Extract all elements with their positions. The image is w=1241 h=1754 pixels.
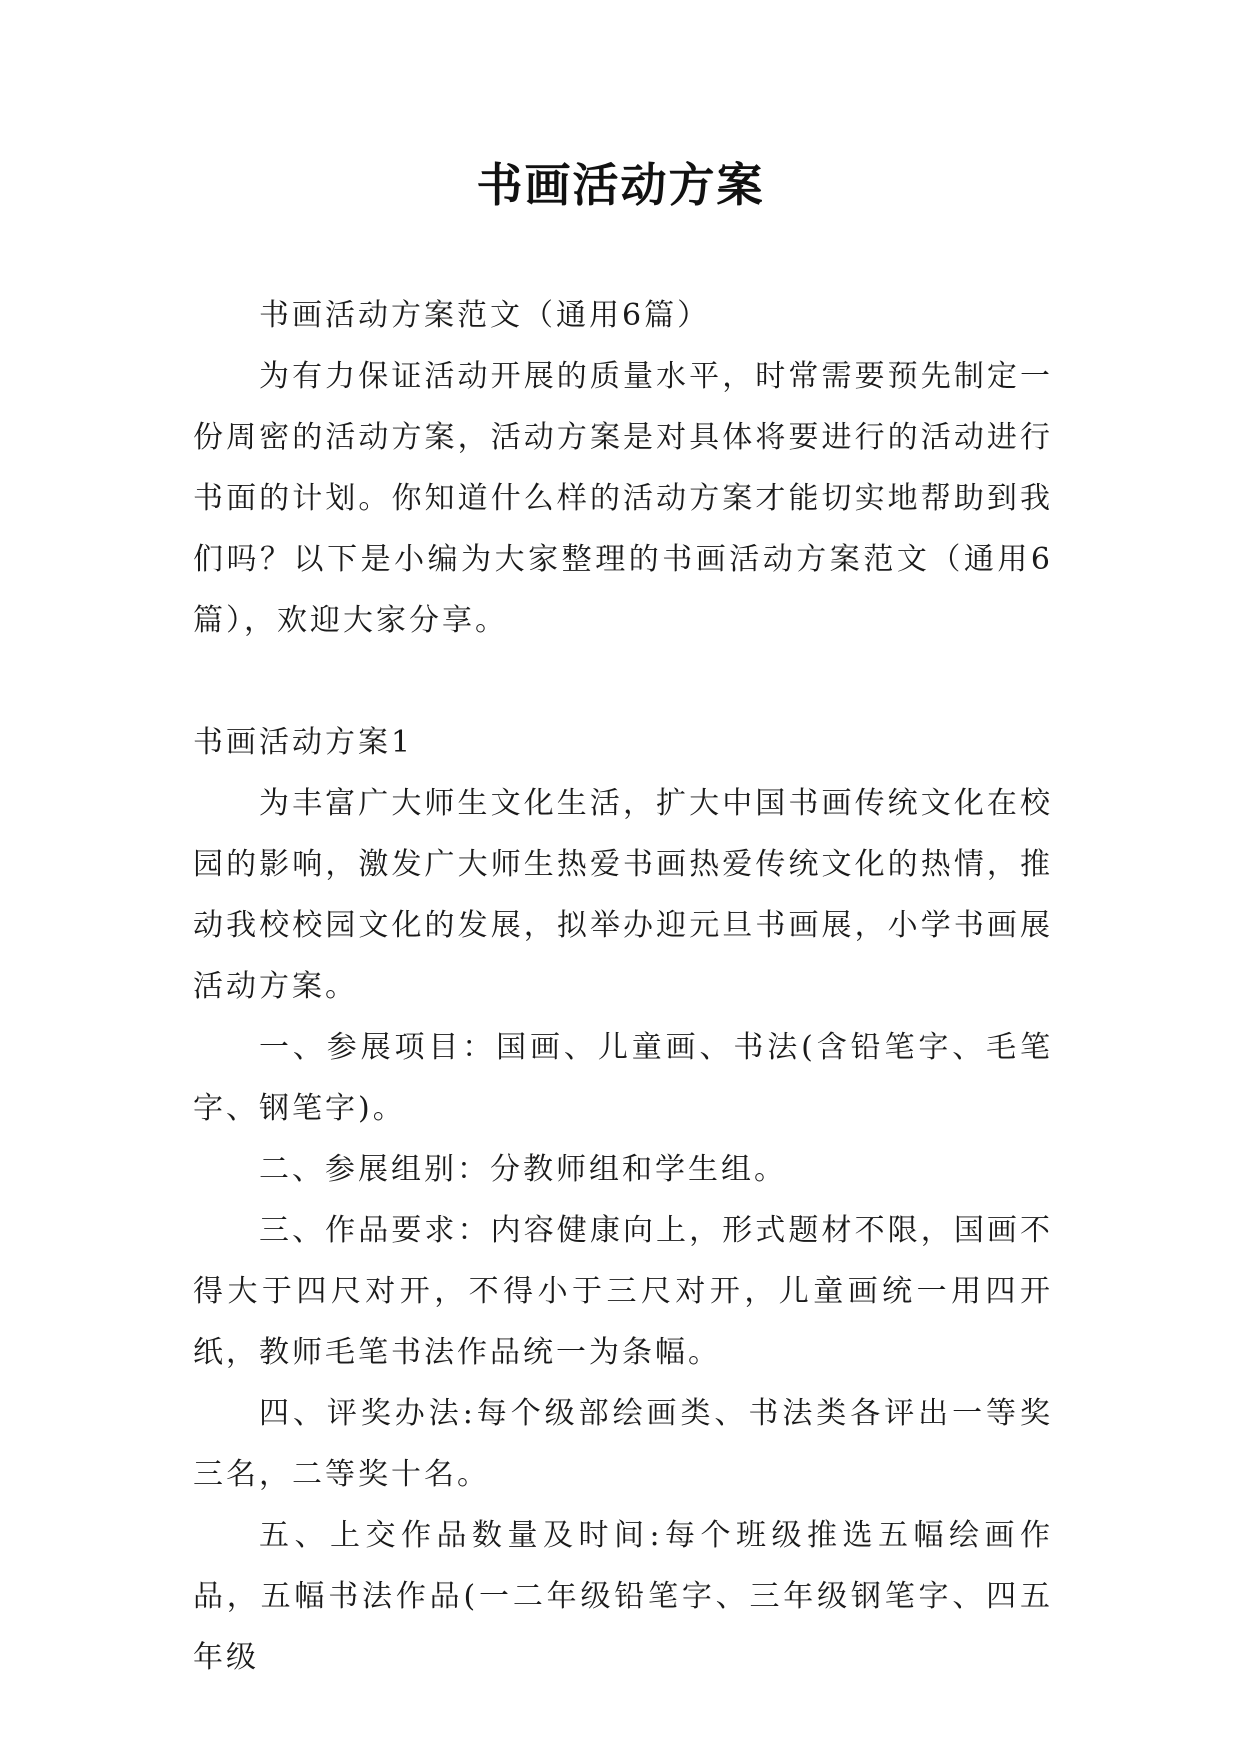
section-heading: 书画活动方案1: [193, 725, 414, 760]
section-paragraph: 五、上交作品数量及时间:每个班级推选五幅绘画作品，五幅书法作品(一二年级铅笔字、三年级钢笔字、四五年级: [193, 1518, 1053, 1675]
section-paragraph: 四、评奖办法:每个级部绘画类、书法类各评出一等奖三名，二等奖十名。: [193, 1396, 1053, 1492]
section-paragraph: 二、参展组别：分教师组和学生组。: [259, 1152, 787, 1187]
document-body: [193, 285, 1053, 1688]
section-paragraph: 一、参展项目：国画、儿童画、书法(含铅笔字、毛笔字、钢笔字)。: [193, 1030, 1053, 1126]
document-title: 书画活动方案: [476, 158, 765, 212]
section-paragraph: 三、作品要求：内容健康向上，形式题材不限，国画不得大于四尺对开，不得小于三尺对开，儿童画统一用四开纸，教师毛笔书法作品统一为条幅。: [193, 1213, 1053, 1370]
section-paragraph: 为丰富广大师生文化生活，扩大中国书画传统文化在校园的影响，激发广大师生热爱书画热爱传统文化的热情，推动我校校园文化的发展，拟举办迎元旦书画展，小学书画展活动方案。: [193, 786, 1053, 1004]
document-subtitle: 书画活动方案范文（通用6篇）: [259, 298, 711, 333]
intro-paragraph: 为有力保证活动开展的质量水平，时常需要预先制定一份周密的活动方案，活动方案是对具体将要进行的活动进行书面的计划。你知道什么样的活动方案才能切实地帮助到我们吗？以下是小编为大家整理的书画活动方案范文（通用6篇），欢迎大家分享。: [193, 359, 1053, 638]
